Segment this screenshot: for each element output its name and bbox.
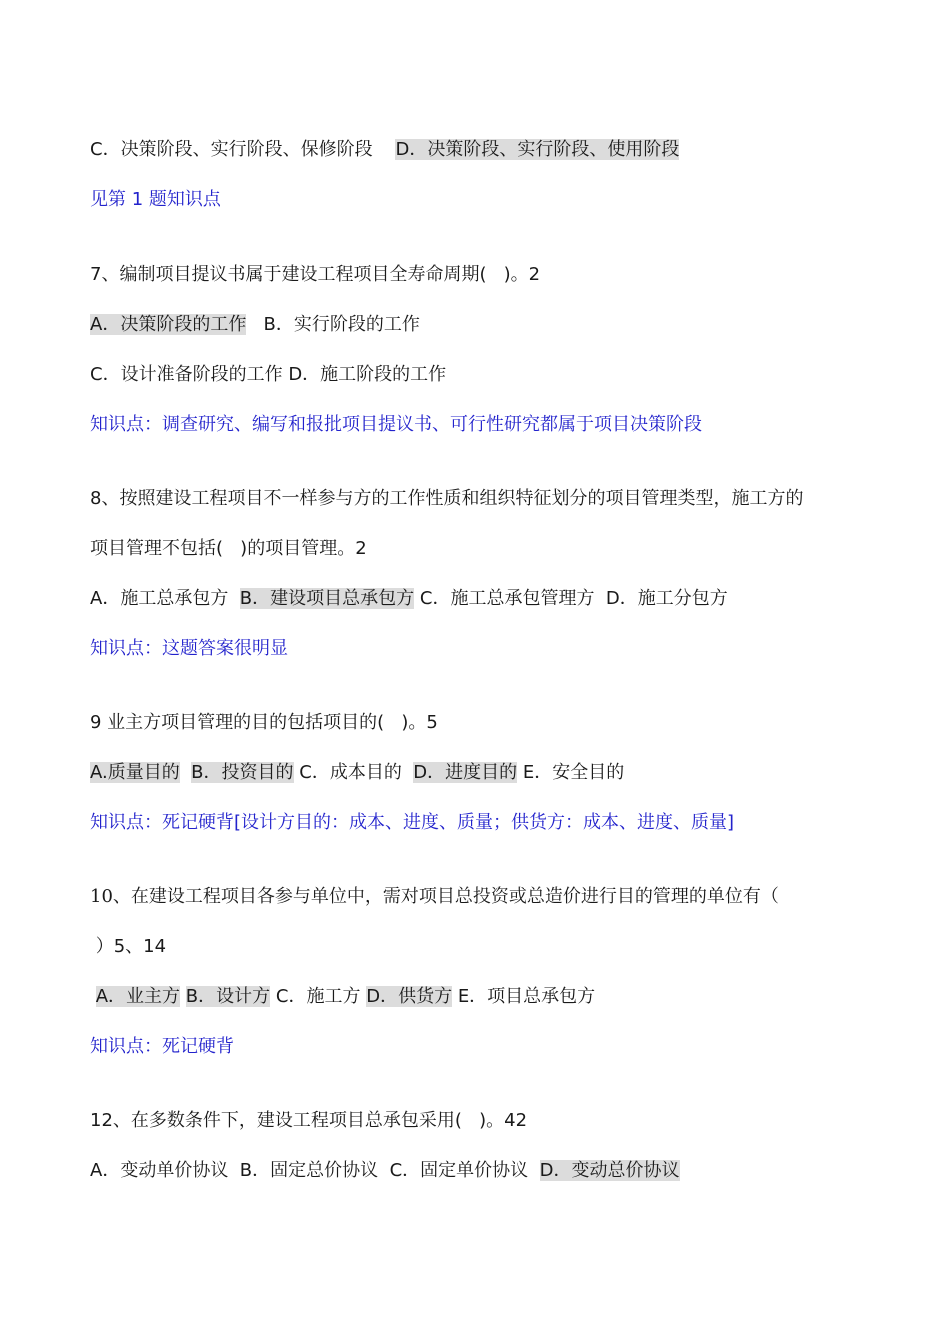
q8-stem-line2: 项目管理不包括( )的项目管理。2 <box>90 538 367 559</box>
q9-options <box>90 760 624 786</box>
q7-knowledge-note: 知识点：调查研究、编写和报批项目提议书、可行性研究都属于项目决策阶段 <box>90 414 702 435</box>
q12-option-a: A．变动单价协议 <box>90 1160 229 1181</box>
q10-option-e: E．项目总承包方 <box>457 986 596 1007</box>
q10-option-c: C．施工方 <box>275 986 361 1007</box>
q10-knowledge-note: 知识点：死记硬背 <box>90 1036 234 1057</box>
q6-options-cd <box>90 137 679 163</box>
q12-option-b: B．固定总价协议 <box>239 1160 379 1181</box>
q7-option-a-answer: A．决策阶段的工作 <box>90 314 247 335</box>
q7-option-b: B．实行阶段的工作 <box>263 314 420 335</box>
q7-stem: 7、编制项目提议书属于建设工程项目全寿命周期( )。2 <box>90 264 541 285</box>
q10-option-b-answer: B．设计方 <box>185 986 271 1007</box>
q10-stem-tail: ）5、14 <box>95 936 167 957</box>
q6-option-d-answer: D．决策阶段、实行阶段、使用阶段 <box>395 139 680 160</box>
q10-option-d-answer: D．供货方 <box>366 986 453 1007</box>
q7-options-ab <box>90 312 420 338</box>
q12-options <box>90 1158 680 1184</box>
q8-stem-line1: 8、按照建设工程项目不一样参与方的工作性质和组织特征划分的项目管理类型，施工方的 <box>90 488 804 509</box>
q9-option-c: C．成本目的 <box>299 762 402 783</box>
q10-number: 10 <box>90 886 113 907</box>
q12-stem: 12、在多数条件下，建设工程项目总承包采用( )。42 <box>90 1110 528 1131</box>
q6-option-c: C．决策阶段、实行阶段、保修阶段 <box>90 139 373 160</box>
q8-option-a: A．施工总承包方 <box>90 588 229 609</box>
q9-option-b-answer: B．投资目的 <box>191 762 294 783</box>
q10-stem-line2 <box>90 934 166 960</box>
q8-option-b-answer: B．建设项目总承包方 <box>239 588 415 609</box>
q8-options <box>90 586 728 612</box>
q8-option-c: C．施工总承包管理方 <box>419 588 595 609</box>
q9-stem: 9 业主方项目管理的目的包括项目的( )。5 <box>90 712 438 733</box>
q12-option-d-answer: D．变动总价协议 <box>539 1160 680 1181</box>
q9-option-e: E．安全目的 <box>522 762 625 783</box>
q8-knowledge-note: 知识点：这题答案很明显 <box>90 638 288 659</box>
q9-knowledge-note: 知识点：死记硬背[设计方目的：成本、进度、质量；供货方：成本、进度、质量] <box>90 812 735 833</box>
q6-knowledge-note: 见第 1 题知识点 <box>90 189 221 210</box>
q7-options-cd <box>90 362 446 388</box>
q10-options <box>90 984 595 1010</box>
q12-option-c: C．固定单价协议 <box>389 1160 529 1181</box>
q10-stem-line1 <box>90 884 779 910</box>
q9-option-d-answer: D．进度目的 <box>413 762 518 783</box>
q8-option-d: D．施工分包方 <box>605 588 728 609</box>
q7-option-c: C．设计准备阶段的工作 <box>90 364 283 385</box>
q9-option-a-answer: A.质量目的 <box>90 762 180 783</box>
q7-option-d: D．施工阶段的工作 <box>288 364 447 385</box>
q10-option-a-answer: A．业主方 <box>95 986 181 1007</box>
q10-stem-text: 、在建设工程项目各参与单位中，需对项目总投资或总造价进行目的管理的单位有（ <box>112 886 779 907</box>
